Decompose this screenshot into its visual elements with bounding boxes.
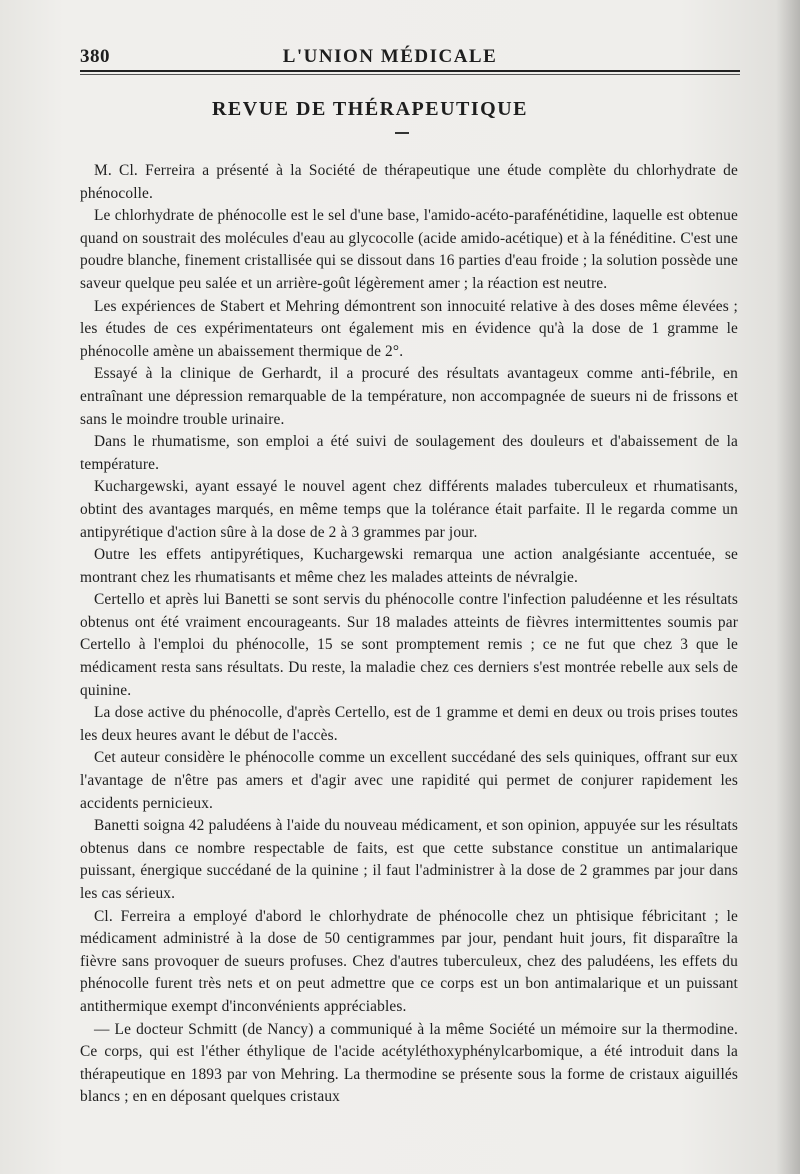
paragraph: Outre les effets antipyrétiques, Kuchargewski remarqua une action analgésiante accentuée, se montrant chez les rhumatisants et même chez les malades atteints de névralgie.: [80, 546, 738, 586]
page-header: [80, 38, 740, 68]
paragraph: M. Cl. Ferreira a présenté à la Société de thérapeutique une étude complète du chlorhydrate de phénocolle.: [80, 162, 738, 202]
paragraph: Cl. Ferreira a employé d'abord le chlorhydrate de phénocolle chez un phtisique fébricitant ; le médicament administré à la dose de 50 centigrammes par jour, pendant huit jours, fit disparaître la fièvre sans provoquer de sueurs profuses. Chez d'autres tuberculeux, chez des paludéens, les effets du phénocolle furent très nets et on peut admettre que ce corps est un bon antimalarique et un puissant antithermique exempt d'inconvénients appréciables.: [80, 907, 738, 1015]
section-dash: [395, 132, 409, 134]
paragraph: Dans le rhumatisme, son emploi a été suivi de soulagement des douleurs et d'abaissement de la température.: [80, 433, 738, 473]
page-number: 380: [80, 46, 110, 67]
paragraph: Les expériences de Stabert et Mehring démontrent son innocuité relative à des doses même élevées ; les études de ces expérimentateurs ont également mis en évidence qu'à la dose de 1 gramme le phénocolle amène un abaissement thermique de 2°.: [80, 297, 738, 360]
binding-shadow: [776, 0, 800, 1174]
running-title: L'UNION MÉDICALE: [282, 46, 498, 67]
paragraph: Cet auteur considère le phénocolle comme un excellent succédané des sels quiniques, offrant sur eux l'avantage de n'être pas amers et d'agir avec une rapidité qui permet de conjurer rapidement les accidents pernicieux.: [80, 749, 738, 812]
paragraph: Le chlorhydrate de phénocolle est le sel d'une base, l'amido-acéto-parafénétidine, laquelle est obtenue quand on soustrait des molécules d'eau au glycocolle (acide amido-acétique) et à la fénéditine. C'est une poudre blanche, finement cristallisée qui se dissout dans 16 parties d'eau froide ; la solution possède une saveur quelque peu salée et un arrière-goût légèrement amer ; la réaction est neutre.: [80, 207, 738, 292]
paragraph: La dose active du phénocolle, d'après Certello, est de 1 gramme et demi en deux ou trois prises toutes les deux heures avant le début de l'accès.: [80, 704, 738, 744]
section-title: REVUE DE THÉRAPEUTIQUE: [211, 98, 529, 120]
article-body: [80, 160, 738, 1109]
paragraph: — Le docteur Schmitt (de Nancy) a communiqué à la même Société un mémoire sur la thermodine. Ce corps, qui est l'éther éthylique de l'acide acétyléthoxyphénylcarbomique, a été introduit dans la thérapeutique en 1893 par von Mehring. La thermodine se présente sous la forme de cristaux aiguillés blancs ; en en déposant quelques cristaux: [80, 1020, 738, 1106]
paragraph: Essayé à la clinique de Gerhardt, il a procuré des résultats avantageux comme anti-fébrile, en entraînant une dépression remarquable de la température, non accompagnée de sueurs ni de frissons et sans le moindre trouble urinaire.: [80, 365, 738, 428]
header-rule: [80, 70, 740, 72]
header-rule-thin: [80, 74, 740, 75]
paragraph: Kuchargewski, ayant essayé le nouvel agent chez différents malades tuberculeux et rhumatisants, obtint des avantages marqués, en même temps que la tolérance était parfaite. Il le regarda comme un antipyrétique d'action sûre à la dose de 2 à 3 grammes par jour.: [80, 478, 738, 541]
paragraph: Banetti soigna 42 paludéens à l'aide du nouveau médicament, et son opinion, appuyée sur les résultats obtenus dans ce nombre respectable de faits, est que cette substance constitue un antimalarique puissant, énergique succédané de la quinine ; il faut l'administrer à la dose de 2 grammes par jour dans les cas sérieux.: [80, 817, 738, 902]
paragraph: Certello et après lui Banetti se sont servis du phénocolle contre l'infection paludéenne et les résultats obtenus ont été vraiment encourageants. Sur 18 malades atteints de fièvres intermittentes soumis par Certello à l'emploi du phénocolle, 15 se sont promptement remis ; ce ne fut que chez 3 que le médicament resta sans résultats. Du reste, la maladie chez ces derniers s'est montrée rebelle aux sels de quinine.: [80, 591, 738, 699]
